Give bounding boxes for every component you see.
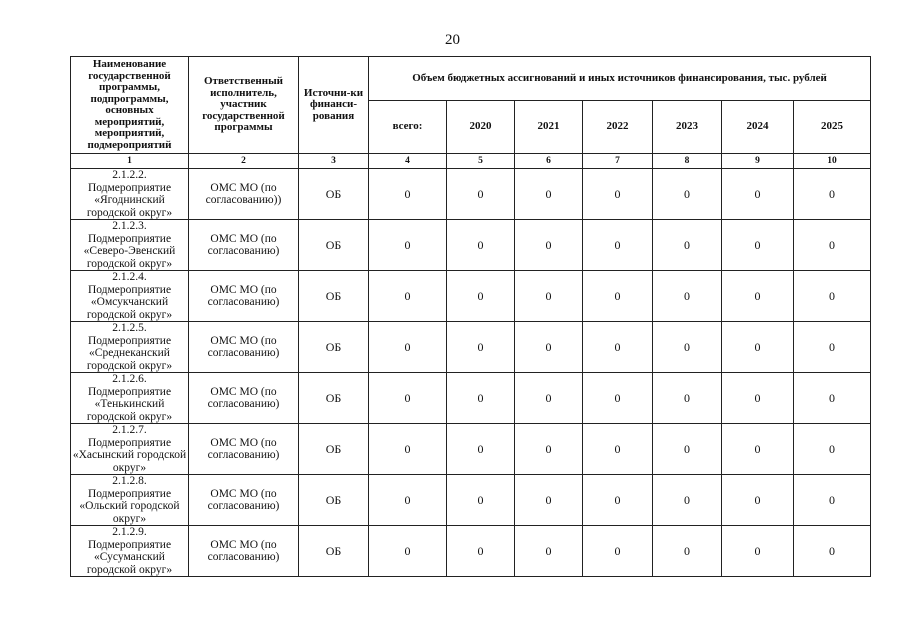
row-executor-cell: ОМС МО (по согласованию)) — [189, 169, 299, 220]
row-source-cell: ОБ — [299, 424, 369, 475]
row-executor-cell: ОМС МО (по согласованию) — [189, 424, 299, 475]
row-executor-cell: ОМС МО (по согласованию) — [189, 220, 299, 271]
row-value-cell: 0 — [653, 424, 722, 475]
row-value-cell: 0 — [515, 169, 583, 220]
row-source-cell: ОБ — [299, 271, 369, 322]
row-value-cell: 0 — [583, 373, 653, 424]
row-value-cell: 0 — [653, 475, 722, 526]
row-value-cell: 0 — [722, 169, 794, 220]
row-value-cell: 0 — [722, 424, 794, 475]
row-value-cell: 0 — [722, 526, 794, 577]
row-name-cell: 2.1.2.2. Подмероприятие «Ягоднинский городской округ» — [71, 169, 189, 220]
row-value-cell: 0 — [653, 271, 722, 322]
row-value-cell: 0 — [794, 271, 871, 322]
row-value-cell: 0 — [447, 373, 515, 424]
row-value-cell: 0 — [369, 424, 447, 475]
table-row — [71, 424, 871, 475]
header-source: Источни-ки финанси-рования — [299, 57, 369, 154]
row-value-cell: 0 — [722, 475, 794, 526]
row-value-cell: 0 — [722, 271, 794, 322]
row-value-cell: 0 — [447, 271, 515, 322]
column-number: 9 — [722, 154, 794, 169]
column-number: 1 — [71, 154, 189, 169]
table-row — [71, 475, 871, 526]
row-value-cell: 0 — [447, 220, 515, 271]
row-source-cell: ОБ — [299, 220, 369, 271]
row-value-cell: 0 — [583, 271, 653, 322]
row-value-cell: 0 — [653, 373, 722, 424]
budget-table — [70, 56, 871, 577]
row-value-cell: 0 — [369, 322, 447, 373]
row-source-cell: ОБ — [299, 373, 369, 424]
row-value-cell: 0 — [515, 526, 583, 577]
row-value-cell: 0 — [515, 373, 583, 424]
table-row — [71, 169, 871, 220]
row-value-cell: 0 — [722, 373, 794, 424]
row-executor-cell: ОМС МО (по согласованию) — [189, 526, 299, 577]
row-value-cell: 0 — [447, 169, 515, 220]
header-volume: Объем бюджетных ассигнований и иных источников финансирования, тыс. рублей — [369, 57, 871, 101]
table-row — [71, 373, 871, 424]
row-value-cell: 0 — [653, 220, 722, 271]
row-value-cell: 0 — [722, 322, 794, 373]
row-value-cell: 0 — [369, 373, 447, 424]
row-value-cell: 0 — [447, 475, 515, 526]
row-value-cell: 0 — [722, 220, 794, 271]
column-number: 6 — [515, 154, 583, 169]
row-executor-cell: ОМС МО (по согласованию) — [189, 271, 299, 322]
row-executor-cell: ОМС МО (по согласованию) — [189, 322, 299, 373]
row-executor-cell: ОМС МО (по согласованию) — [189, 373, 299, 424]
header-year: 2023 — [653, 101, 722, 154]
row-value-cell: 0 — [794, 424, 871, 475]
table-row — [71, 271, 871, 322]
row-value-cell: 0 — [583, 220, 653, 271]
row-value-cell: 0 — [794, 475, 871, 526]
row-name-cell: 2.1.2.5. Подмероприятие «Среднеканский городской округ» — [71, 322, 189, 373]
row-value-cell: 0 — [515, 322, 583, 373]
row-value-cell: 0 — [515, 424, 583, 475]
row-value-cell: 0 — [583, 526, 653, 577]
row-value-cell: 0 — [515, 475, 583, 526]
row-name-cell: 2.1.2.4. Подмероприятие «Омсукчанский городской округ» — [71, 271, 189, 322]
row-source-cell: ОБ — [299, 475, 369, 526]
row-name-cell: 2.1.2.7. Подмероприятие «Хасынский городской округ» — [71, 424, 189, 475]
row-value-cell: 0 — [447, 322, 515, 373]
header-year: 2021 — [515, 101, 583, 154]
row-source-cell: ОБ — [299, 322, 369, 373]
column-number: 2 — [189, 154, 299, 169]
header-executor: Ответственный исполнитель, участник государственной программы — [189, 57, 299, 154]
column-number: 10 — [794, 154, 871, 169]
table-row — [71, 220, 871, 271]
row-value-cell: 0 — [447, 526, 515, 577]
column-number: 4 — [369, 154, 447, 169]
column-number: 7 — [583, 154, 653, 169]
row-value-cell: 0 — [515, 271, 583, 322]
table-row — [71, 322, 871, 373]
table-body — [71, 169, 871, 577]
header-name: Наименование государственной программы, подпрограммы, основных мероприятий, мероприятий, подмероприятий — [71, 57, 189, 154]
header-year: 2024 — [722, 101, 794, 154]
row-value-cell: 0 — [653, 322, 722, 373]
row-value-cell: 0 — [794, 220, 871, 271]
row-executor-cell: ОМС МО (по согласованию) — [189, 475, 299, 526]
row-value-cell: 0 — [583, 169, 653, 220]
row-value-cell: 0 — [515, 220, 583, 271]
row-value-cell: 0 — [447, 424, 515, 475]
header-year: 2022 — [583, 101, 653, 154]
row-name-cell: 2.1.2.9. Подмероприятие «Сусуманский городской округ» — [71, 526, 189, 577]
row-value-cell: 0 — [583, 322, 653, 373]
row-source-cell: ОБ — [299, 169, 369, 220]
row-value-cell: 0 — [369, 271, 447, 322]
header-year: 2020 — [447, 101, 515, 154]
row-value-cell: 0 — [794, 322, 871, 373]
row-name-cell: 2.1.2.6. Подмероприятие «Тенькинский городской округ» — [71, 373, 189, 424]
row-value-cell: 0 — [794, 526, 871, 577]
header-total: всего: — [369, 101, 447, 154]
column-number: 5 — [447, 154, 515, 169]
row-value-cell: 0 — [653, 526, 722, 577]
row-value-cell: 0 — [369, 220, 447, 271]
row-value-cell: 0 — [369, 475, 447, 526]
column-number: 8 — [653, 154, 722, 169]
header-year: 2025 — [794, 101, 871, 154]
page-number: 20 — [445, 32, 460, 48]
row-value-cell: 0 — [653, 169, 722, 220]
row-value-cell: 0 — [583, 424, 653, 475]
row-value-cell: 0 — [369, 526, 447, 577]
row-value-cell: 0 — [794, 169, 871, 220]
row-value-cell: 0 — [369, 169, 447, 220]
column-number: 3 — [299, 154, 369, 169]
table-row — [71, 526, 871, 577]
row-name-cell: 2.1.2.8. Подмероприятие «Ольский городской округ» — [71, 475, 189, 526]
row-value-cell: 0 — [794, 373, 871, 424]
row-name-cell: 2.1.2.3. Подмероприятие «Северо-Эвенский городской округ» — [71, 220, 189, 271]
row-value-cell: 0 — [583, 475, 653, 526]
row-source-cell: ОБ — [299, 526, 369, 577]
